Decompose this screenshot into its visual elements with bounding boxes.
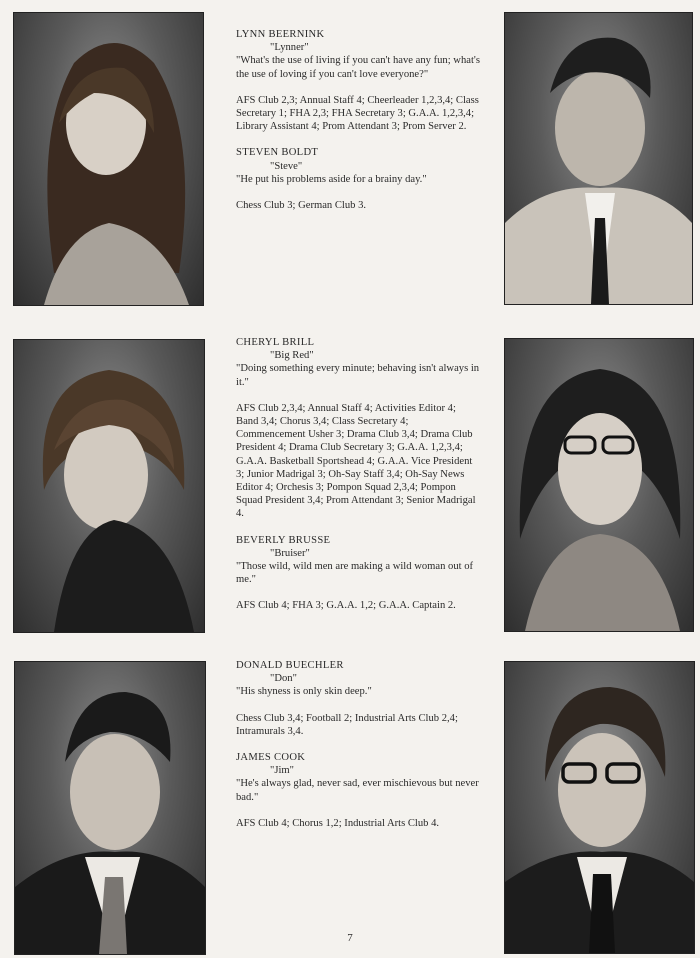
student-activities: AFS Club 4; Chorus 1,2; Industrial Arts Club 4.: [236, 817, 440, 829]
bio-block-middle: [236, 336, 480, 613]
student-quote: "Doing something every minute; behaving isn't always in it.": [236, 363, 480, 388]
student-quote: "He put his problems aside for a brainy day.": [236, 173, 427, 185]
student-nickname: "Jim": [270, 765, 294, 777]
page-number: 7: [347, 932, 353, 944]
student-quote: "Those wild, wild men are making a wild woman out of me.": [236, 561, 474, 586]
student-quote: "What's the use of living if you can't have any fun; what's the use of loving if you can't love everyone?": [236, 55, 480, 80]
student-activities: AFS Club 2,3; Annual Staff 4; Cheerleader 1,2,3,4; Class Secretary 1; FHA 2,3; FHA Secretary 3; G.A.A. 1,2,3,4; Library Assistant 4; Prom Attendant 3; Prom Server 2.: [236, 94, 479, 133]
student-nickname: "Lynner": [270, 42, 309, 54]
bio-block-bottom: [236, 659, 480, 830]
student-name: LYNN BEERNINK: [236, 29, 325, 40]
student-nickname: "Big Red": [270, 350, 314, 362]
student-nickname: "Don": [270, 673, 297, 685]
portrait-photo-beverly-brusse: [504, 338, 694, 632]
student-name: JAMES COOK: [236, 752, 306, 764]
student-activities: Chess Club 3,4; Football 2; Industrial Arts Club 2,4; Intramurals 3,4.: [236, 712, 458, 737]
student-activities: Chess Club 3; German Club 3.: [236, 200, 367, 212]
portrait-photo-steven-boldt: [504, 12, 693, 305]
student-nickname: "Bruiser": [270, 547, 310, 559]
student-name: BEVERLY BRUSSE: [236, 534, 331, 546]
portrait-photo-donald-buechler: [14, 661, 206, 955]
student-name: STEVEN BOLDT: [236, 147, 319, 159]
student-activities: AFS Club 2,3,4; Annual Staff 4; Activities Editor 4; Band 3,4; Chorus 3,4; Class Secretary 4; Commencement Usher 3; Drama Club 3,4; Drama Club President 4; Drama Club Secretary 3; G.A.A. 1,2,3,4; G.A.A. Basketball Sportshead 4; G.A.A. Vice President 3; Junior Madrigal 3; Oh-Say Staff 3,4; Oh-Say News Editor 4; Orchesis 3; Pompon Squad 2,3,4; Pompon Squad President 3,4; Prom Attendant 3; Senior Madrigal 4.: [236, 402, 476, 520]
portrait-photo-cheryl-brill: [13, 339, 205, 633]
student-name: CHERYL BRILL: [236, 337, 315, 348]
portrait-photo-james-cook: [504, 661, 695, 954]
student-activities: AFS Club 4; FHA 3; G.A.A. 1,2; G.A.A. Captain 2.: [236, 600, 456, 612]
bio-block-top: [236, 28, 480, 212]
student-quote: "His shyness is only skin deep.": [236, 686, 372, 698]
portrait-photo-lynn-beernink: [13, 12, 204, 306]
student-quote: "He's always glad, never sad, ever mischievous but never bad.": [236, 778, 479, 803]
student-name: DONALD BUECHLER: [236, 660, 344, 671]
student-nickname: "Steve": [270, 160, 303, 172]
